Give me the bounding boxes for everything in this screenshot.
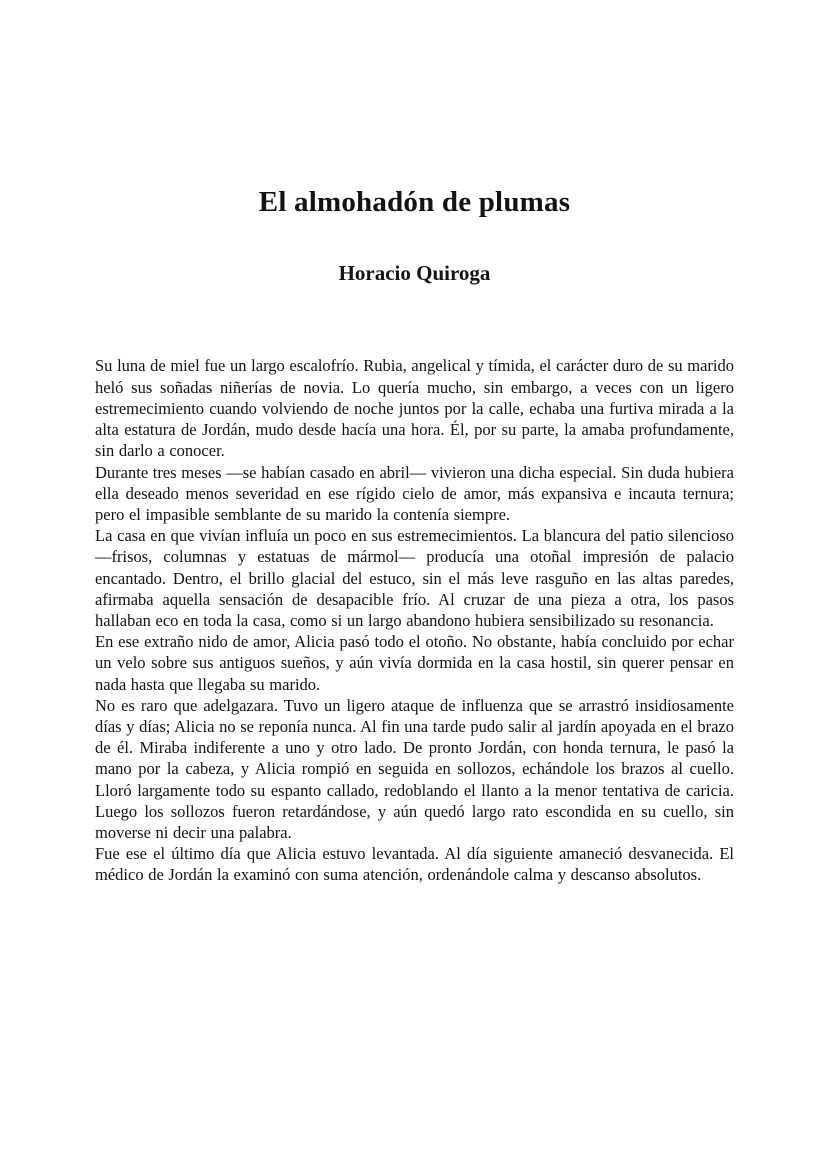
- paragraph: Fue ese el último día que Alicia estuvo levantada. Al día siguiente amaneció desvanecida. El médico de Jordán la examinó con suma atención, ordenándole calma y descanso absolutos.: [95, 844, 734, 885]
- paragraph: En ese extraño nido de amor, Alicia pasó todo el otoño. No obstante, había concluido por echar un velo sobre sus antiguos sueños, y aún vivía dormida en la casa hostil, sin querer pensar en nada hasta que llegaba su marido.: [95, 632, 734, 694]
- document-title: El almohadón de plumas: [258, 186, 571, 218]
- paragraph: La casa en que vivían influía un poco en sus estremecimientos. La blancura del patio silencioso —frisos, columnas y estatuas de mármol— producía una otoñal impresión de palacio encantado. Dentro, el brillo glacial del estuco, sin el más leve rasguño en las altas paredes, afirmaba aquella sensación de desapacible frío. Al cruzar de una pieza a otra, los pasos hallaban eco en toda la casa, como si un largo abandono hubiera sensibilizado su resonancia.: [95, 526, 734, 630]
- paragraph: No es raro que adelgazara. Tuvo un ligero ataque de influenza que se arrastró insidiosamente días y días; Alicia no se reponía nunca. Al fin una tarde pudo salir al jardín apoyada en el brazo de él. Miraba indiferente a uno y otro lado. De pronto Jordán, con honda ternura, le pasó la mano por la cabeza, y Alicia rompió en seguida en sollozos, echándole los brazos al cuello. Lloró largamente todo su espanto callado, redoblando el llanto a la menor tentativa de caricia. Luego los sollozos fueron retardándose, y aún quedó largo rato escondida en su cuello, sin moverse ni decir una palabra.: [95, 695, 734, 842]
- document-author: Horacio Quiroga: [338, 261, 491, 286]
- document-body: [95, 355, 734, 885]
- paragraph: Su luna de miel fue un largo escalofrío. Rubia, angelical y tímida, el carácter duro de su marido heló sus soñadas niñerías de novia. Lo quería mucho, sin embargo, a veces con un ligero estremecimiento cuando volviendo de noche juntos por la calle, echaba una furtiva mirada a la alta estatura de Jordán, mudo desde hacía una hora. Él, por su parte, la amaba profundamente, sin darlo a conocer.: [95, 356, 734, 461]
- paragraph: Durante tres meses —se habían casado en abril— vivieron una dicha especial. Sin duda hubiera ella deseado menos severidad en ese rígido cielo de amor, más expansiva e incauta ternura; pero el impasible semblante de su marido la contenía siempre.: [95, 462, 734, 524]
